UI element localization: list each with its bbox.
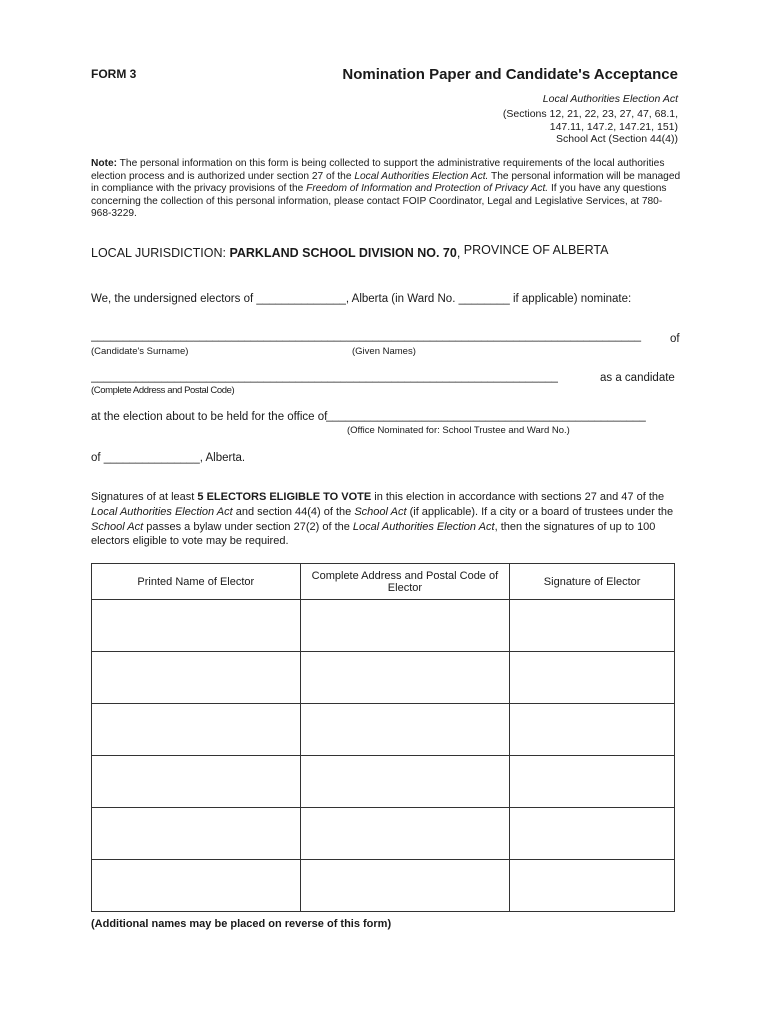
signature-cell[interactable] (510, 600, 675, 652)
signature-cell[interactable] (510, 860, 675, 912)
surname-caption: (Candidate's Surname) (91, 346, 189, 357)
privacy-note (91, 158, 681, 221)
address-cell[interactable] (300, 652, 510, 704)
signature-cell[interactable] (510, 756, 675, 808)
local-jurisdiction: LOCAL JURISDICTION: PARKLAND SCHOOL DIVISION NO. 70, PROVINCE OF ALBERTA (91, 243, 609, 260)
address-cell[interactable] (300, 600, 510, 652)
col-address: Complete Address and Postal Code of Elector (300, 564, 510, 600)
table-row (92, 756, 675, 808)
note-text-2: The personal information will be managed in compliance with the privacy provisions of the (91, 170, 681, 194)
col-printed-name: Printed Name of Elector (92, 564, 301, 600)
jurisdiction-name: PARKLAND SCHOOL DIVISION NO. 70 (229, 246, 457, 260)
address-cell[interactable] (300, 756, 510, 808)
address-cell[interactable] (300, 860, 510, 912)
name-cell[interactable] (92, 704, 301, 756)
col-signature: Signature of Elector (510, 564, 675, 600)
signatures-paragraph: Signatures of at least 5 ELECTORS ELIGIBLE TO VOTE in this election in accordance with sections 27 and 47 of the Local Authorities Election Act and section 44(4) of the School Act (if applicable). If a city or a board of trustees under the School Act passes a bylaw under section 27(2) of the Local Authorities Election Act, then the signatures of up to 100 electors eligible to vote may be required. (91, 491, 674, 548)
sections-line-2: 147.11, 147.2, 147.21, 151) (549, 121, 678, 133)
name-cell[interactable] (92, 756, 301, 808)
form-number: FORM 3 (91, 67, 137, 81)
table-row (92, 652, 675, 704)
given-names-caption: (Given Names) (352, 346, 416, 357)
note-label: Note: (91, 158, 118, 169)
electors-line[interactable]: We, the undersigned electors of ______________, Alberta (in Ward No. ________ if applicable) nominate: (91, 293, 632, 305)
candidate-name-field[interactable]: ______________________________________________________________________________________ (91, 330, 642, 342)
name-cell[interactable] (92, 860, 301, 912)
table-row (92, 704, 675, 756)
note-text-3: If you have any questions concerning the collection of this personal information, please contact FOIP Coordinator, Legal and Legislative Services, at 780-968-3229. (91, 183, 667, 219)
address-cell[interactable] (300, 704, 510, 756)
signature-cell[interactable] (510, 652, 675, 704)
name-cell[interactable] (92, 808, 301, 860)
name-cell[interactable] (92, 600, 301, 652)
jurisdiction-label: LOCAL JURISDICTION: (91, 246, 226, 260)
note-text: The personal information on this form is being collected to support the administrative requirements of the local authorities election process and is authorized under section 27 of the (91, 158, 665, 182)
address-cell[interactable] (300, 808, 510, 860)
note-foip-ref: Freedom of Information and Protection of Privacy Act. (306, 183, 549, 194)
signature-cell[interactable] (510, 808, 675, 860)
name-cell[interactable] (92, 652, 301, 704)
electors-table-body (92, 600, 675, 912)
form-title: Nomination Paper and Candidate's Acceptance (342, 66, 678, 83)
table-row (92, 860, 675, 912)
table-row (92, 808, 675, 860)
school-act-reference: School Act (Section 44(4)) (556, 133, 678, 145)
note-act-ref: Local Authorities Election Act. (354, 170, 489, 182)
office-caption: (Office Nominated for: School Trustee and Ward No.) (347, 425, 570, 436)
table-row (92, 600, 675, 652)
office-label: at the election about to be held for the office of (91, 411, 328, 423)
electors-requirement: 5 ELECTORS ELIGIBLE TO VOTE (197, 491, 372, 503)
of-alberta-line[interactable]: of _______________, Alberta. (91, 452, 246, 464)
signature-cell[interactable] (510, 704, 675, 756)
sections-line-1: (Sections 12, 21, 22, 23, 27, 47, 68.1, (502, 108, 678, 120)
electors-table (91, 563, 675, 912)
office-field[interactable]: __________________________________________________ (326, 410, 646, 422)
footer-note: (Additional names may be placed on reverse of this form) (91, 918, 392, 930)
of-label: of (670, 333, 680, 345)
address-caption: (Complete Address and Postal Code) (91, 385, 235, 396)
as-candidate-label: as a candidate (600, 372, 675, 384)
act-reference: Local Authorities Election Act (542, 93, 678, 105)
jurisdiction-province: PROVINCE OF ALBERTA (463, 243, 609, 257)
candidate-address-field[interactable]: _________________________________________________________________________ (91, 371, 558, 383)
